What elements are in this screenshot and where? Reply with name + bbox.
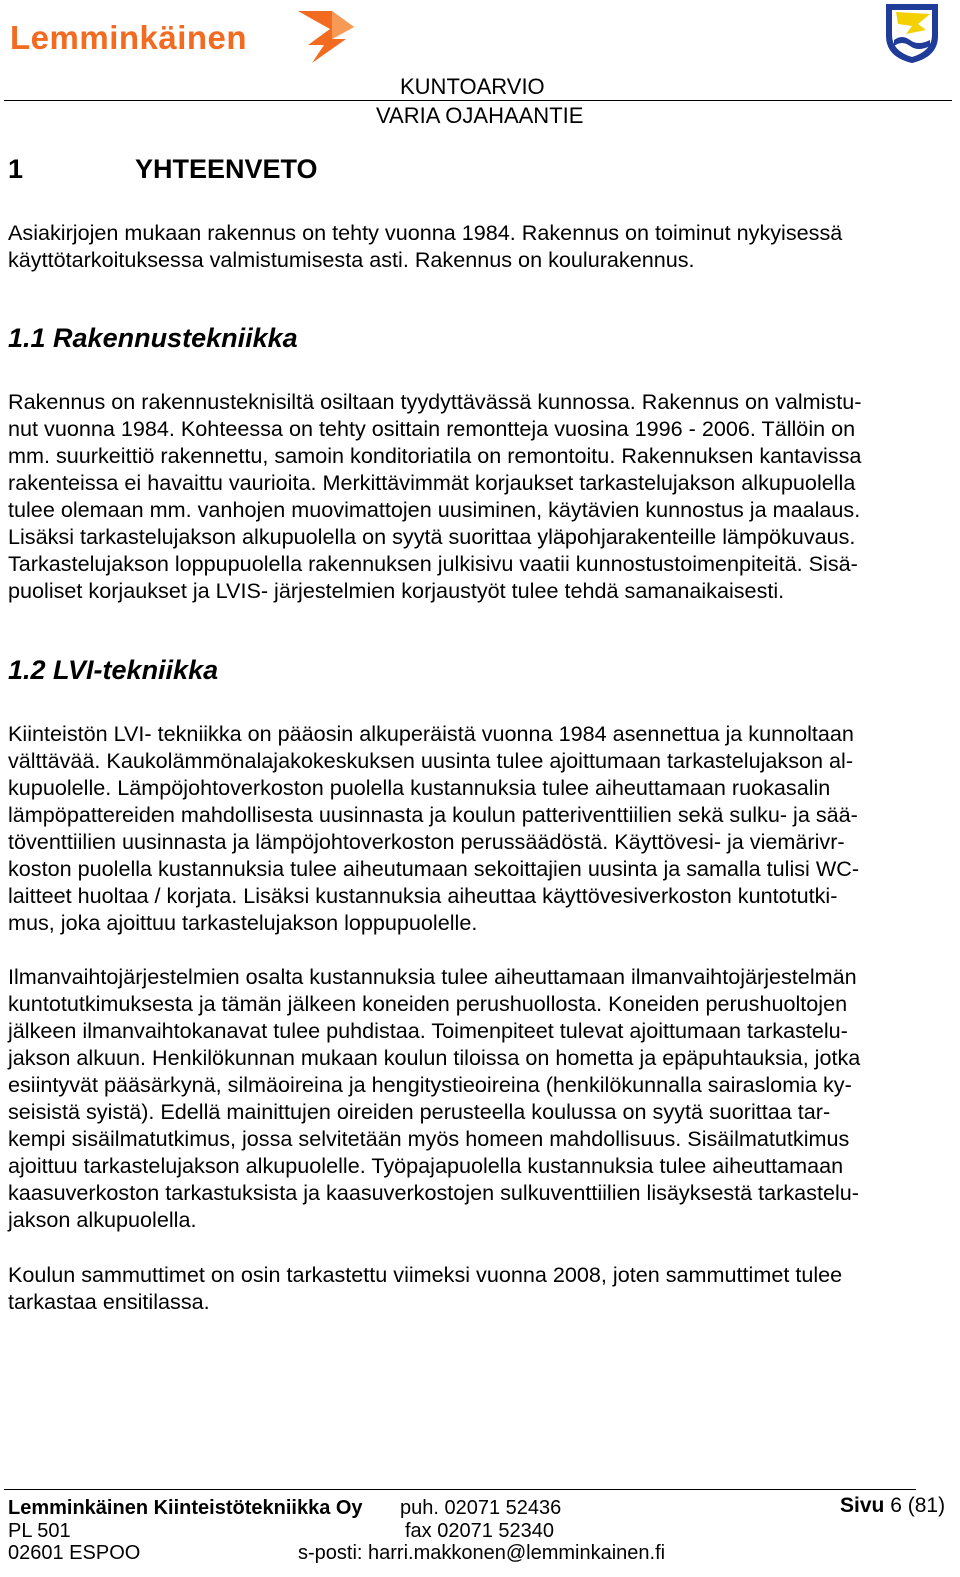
text-line: Koulun sammuttimet on osin tarkastettu viimeksi vuonna 2008, joten sammuttimet tulee — [8, 1262, 843, 1287]
footer-city: 02601 ESPOO — [8, 1542, 141, 1564]
hvac-paragraph-3 — [8, 1261, 958, 1315]
logo-swoosh-icon — [292, 5, 362, 67]
text-line: mus, joka ajoittuu tarkastelujakson loppupuolelle. — [8, 910, 478, 935]
text-line: laitteet huoltaa / korjata. Lisäksi kustannuksia aiheuttaa käyttövesiverkoston kuntotutki- — [8, 883, 838, 908]
page-count: 6 (81) — [890, 1494, 946, 1517]
footer-fax: fax 02071 52340 — [405, 1520, 555, 1542]
text-line: nut vuonna 1984. Kohteessa on tehty osittain remontteja vuosina 1996 - 2006. Tällöin on — [8, 416, 856, 441]
footer-po-box: PL 501 — [8, 1520, 71, 1542]
text-line: Asiakirjojen mukaan rakennus on tehty vuonna 1984. Rakennus on toiminut nykyisessä — [8, 220, 843, 245]
subsection-title-construction: 1.1 Rakennustekniikka — [8, 323, 298, 353]
text-line: kaasuverkoston tarkastuksista ja kaasuverkostojen sulkuventtiilien lisäyksestä tarkastelu- — [8, 1180, 859, 1205]
company-logo — [10, 5, 360, 69]
section-number: 1 — [8, 154, 24, 184]
intro-paragraph — [8, 219, 958, 273]
text-line: välttävää. Kaukolämmönalajakokeskuksen uusinta tulee ajoittumaan tarkastelujakson al- — [8, 748, 854, 773]
text-line: mm. suurkeittiö rakennettu, samoin konditoriatila on remontoitu. Rakennuksen kantavissa — [8, 443, 862, 468]
text-line: puoliset korjaukset ja LVIS- järjestelmien korjaustyöt tulee tehdä samanaikaisesti. — [8, 578, 785, 603]
document-type: KUNTOARVIO — [400, 74, 545, 99]
hvac-paragraph-2 — [8, 963, 958, 1233]
text-line: käyttötarkoituksessa valmistumisesta asti. Rakennus on koulurakennus. — [8, 247, 695, 272]
footer-company: Lemminkäinen Kiinteistötekniikka Oy — [8, 1497, 363, 1519]
text-line: Tarkastelujakson loppupuolella rakennuksen julkisivu vaatii kunnostustoimenpiteitä. Sisä- — [8, 551, 858, 576]
text-line: kuntotutkimuksesta ja tämän jälkeen koneiden perushuollosta. Koneiden perushuoltojen — [8, 991, 848, 1016]
page-number — [840, 1495, 945, 1517]
header-divider — [4, 100, 952, 101]
text-line: Kiinteistön LVI- tekniikka on pääosin alkuperäistä vuonna 1984 asennettua ja kunnoltaan — [8, 721, 854, 746]
text-line: Lisäksi tarkastelujakson alkupuolella on syytä suorittaa yläpohjarakenteille lämpökuvaus. — [8, 524, 856, 549]
construction-paragraph — [8, 388, 958, 604]
subsection-title-hvac: 1.2 LVI-tekniikka — [8, 655, 219, 685]
text-line: Rakennus on rakennusteknisiltä osiltaan tyydyttävässä kunnossa. Rakennus on valmistu- — [8, 389, 862, 414]
text-line: seisistä syistä). Edellä mainittujen oireiden perusteella koulussa on syytä suorittaa tar- — [8, 1099, 831, 1124]
text-line: tarkastaa ensitilassa. — [8, 1289, 210, 1314]
text-line: rakenteissa ei havaittu vaurioita. Merkittävimmät korjaukset tarkastelujakson alkupuolella — [8, 470, 856, 495]
text-line: jälkeen ilmanvaihtokanavat tulee puhdistaa. Toimenpiteet tulevat ajoittumaan tarkastelu- — [8, 1018, 848, 1043]
text-line: töventtiilien uusinnasta ja lämpöjohtoverkoston perussäädöstä. Käyttövesi- ja viemärivr- — [8, 829, 845, 854]
document-subject: VARIA OJAHAANTIE — [376, 103, 584, 128]
text-line: koston puolella kustannuksia tulee aiheutumaan sekoittajien uusinta ja samalla tulisi WC- — [8, 856, 860, 881]
municipality-crest-icon — [884, 2, 940, 64]
section-title: YHTEENVETO — [135, 154, 318, 184]
logo-text: Lemminkäinen — [10, 19, 248, 56]
footer-phone: puh. 02071 52436 — [400, 1497, 562, 1519]
text-line: jakson alkuun. Henkilökunnan mukaan koulun tiloissa on hometta ja epäpuhtauksia, jotka — [8, 1045, 861, 1070]
text-line: kempi sisäilmatutkimus, jossa selvitetään myös homeen mahdollisuus. Sisäilmatutkimus — [8, 1126, 850, 1151]
text-line: ajoittuu tarkastelujakson alkupuolelle. Työpajapuolella kustannuksia tulee aiheuttamaan — [8, 1153, 844, 1178]
text-line: lämpöpattereiden mahdollisesta uusinnasta ja koulun patteriventtiilien sekä sulku- ja sää- — [8, 802, 858, 827]
text-line: jakson alkupuolella. — [8, 1207, 197, 1232]
text-line: Ilmanvaihtojärjestelmien osalta kustannuksia tulee aiheuttamaan ilmanvaihtojärjestelmän — [8, 964, 857, 989]
text-line: esiintyvät pääsärkynä, silmäoireina ja hengitystieoireina (henkilökunnalla sairaslomia ky- — [8, 1072, 852, 1097]
page-label: Sivu — [840, 1494, 885, 1517]
footer-divider — [4, 1489, 916, 1490]
text-line: kupuolelle. Lämpöjohtoverkoston puolella kustannuksia tulee aiheuttamaan ruokasalin — [8, 775, 831, 800]
hvac-paragraph-1 — [8, 720, 958, 936]
text-line: tulee olemaan mm. vanhojen muovimattojen uusiminen, käytävien kunnostus ja maalaus. — [8, 497, 861, 522]
footer-email: s-posti: harri.makkonen@lemminkainen.fi — [298, 1542, 666, 1564]
